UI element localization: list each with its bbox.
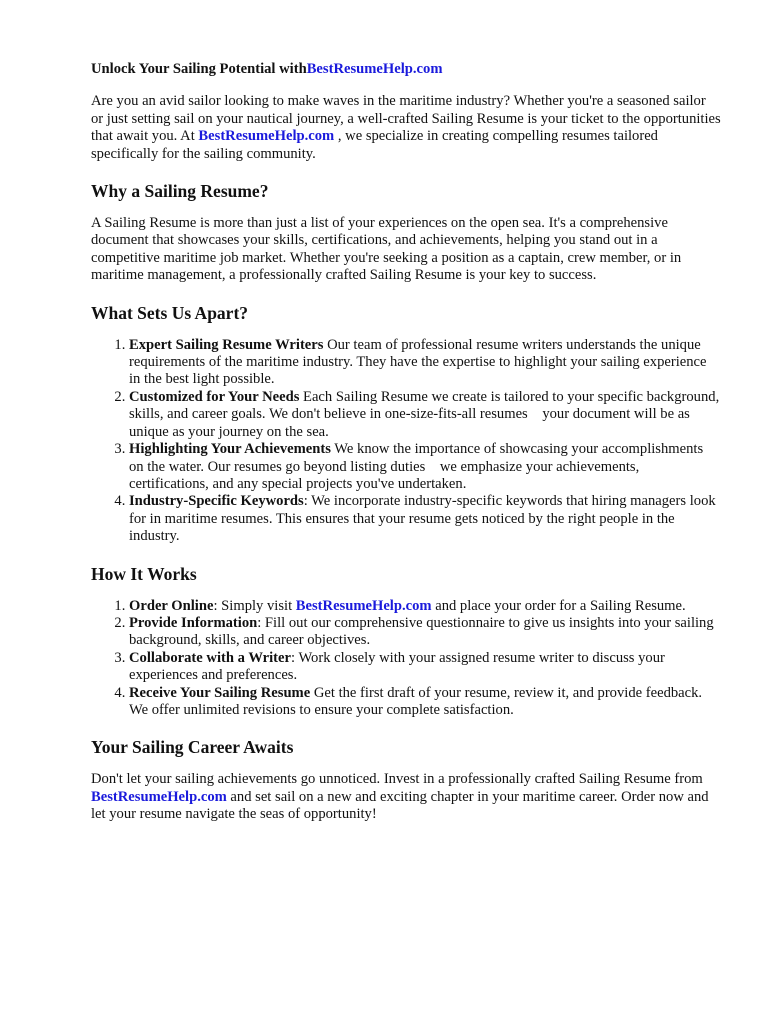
order-link[interactable]: BestResumeHelp.com <box>295 597 432 614</box>
career-heading: Your Sailing Career Awaits <box>91 737 294 758</box>
intro-link[interactable]: BestResumeHelp.com <box>198 128 335 145</box>
list-item <box>129 598 721 615</box>
apart-list <box>91 337 721 546</box>
career-text-b: and set sail on a new and exciting chapter in your maritime career. Order now and let your resume navigate the seas of opportunity! <box>91 788 709 823</box>
list-item <box>129 685 721 720</box>
how-list <box>91 598 721 720</box>
career-text-a: Don't let your sailing achievements go unnoticed. Invest in a professionally crafted Sailing Resume from <box>91 771 703 788</box>
list-item <box>129 389 721 441</box>
intro-text-a: Are you an avid sailor looking to make waves in the maritime industry? Whether you're a seasoned sailor or just setting sail on your nautical journey, a well-crafted Sailing Resume is your ticket to the opportunities that await you. At <box>91 93 721 145</box>
item-text: : We incorporate industry-specific keywords that hiring managers look for in maritime resumes. This ensures that your resume gets noticed by the right people in the industry. <box>129 493 716 545</box>
how-heading: How It Works <box>91 563 197 584</box>
item-title: Order Online <box>129 597 214 614</box>
apart-heading: What Sets Us Apart? <box>91 302 249 323</box>
item-title: Customized for Your Needs <box>129 388 300 405</box>
item-title: Collaborate with a Writer <box>129 649 291 666</box>
item-text: We know the importance of showcasing your accomplishments on the water. Our resumes go beyond listing duties we emphasize your achievements, certifications, and any special projects you've undertaken. <box>129 441 704 492</box>
title-link[interactable]: BestResumeHelp.com <box>306 61 443 77</box>
document-page <box>91 61 721 839</box>
intro-text-b: , we specialize in creating compelling resumes tailored specifically for the sailing community. <box>91 128 658 162</box>
document-title <box>91 61 721 78</box>
item-title: Receive Your Sailing Resume <box>129 684 311 701</box>
item-text: Our team of professional resume writers understands the unique requirements of the maritime industry. They have the expertise to highlight your sailing experience in the best light possible. <box>129 336 707 388</box>
list-item <box>129 441 721 493</box>
item-title: Provide Information <box>129 614 258 631</box>
why-paragraph: A Sailing Resume is more than just a list of your experiences on the open sea. It's a comprehensive document that showcases your skills, certifications, and achievements, helping you stand out in a competitive maritime job market. Whether you're seeking a position as a captain, crew member, or in maritime management, a professionally crafted Sailing Resume is your key to success. <box>91 215 682 284</box>
list-item <box>129 650 721 685</box>
list-item <box>129 337 721 389</box>
item-text: : Work closely with your assigned resume writer to discuss your experiences and preferences. <box>129 649 665 684</box>
intro-paragraph <box>91 93 721 163</box>
item-text: : Fill out our comprehensive questionnaire to give us insights into your sailing background, skills, and career objectives. <box>129 614 714 649</box>
list-item <box>129 615 721 650</box>
career-link[interactable]: BestResumeHelp.com <box>91 788 227 805</box>
item-text-pre: : Simply visit <box>213 597 296 614</box>
item-text: Get the first draft of your resume, review it, and provide feedback. We offer unlimited revisions to ensure your complete satisfaction. <box>129 684 703 718</box>
item-title: Highlighting Your Achievements <box>129 441 331 458</box>
list-item <box>129 493 721 545</box>
why-heading: Why a Sailing Resume? <box>91 181 269 202</box>
item-text: and place your order for a Sailing Resume. <box>431 597 686 614</box>
item-title: Expert Sailing Resume Writers <box>129 336 324 353</box>
item-title: Industry-Specific Keywords <box>129 493 304 510</box>
item-text: Each Sailing Resume we create is tailored to your specific background, skills, and career goals. We don't believe in one-size-fits-all resumes your document will be as unique as your journey on the sea. <box>129 388 720 440</box>
career-paragraph <box>91 771 721 823</box>
title-text: Unlock Your Sailing Potential with <box>91 61 307 77</box>
